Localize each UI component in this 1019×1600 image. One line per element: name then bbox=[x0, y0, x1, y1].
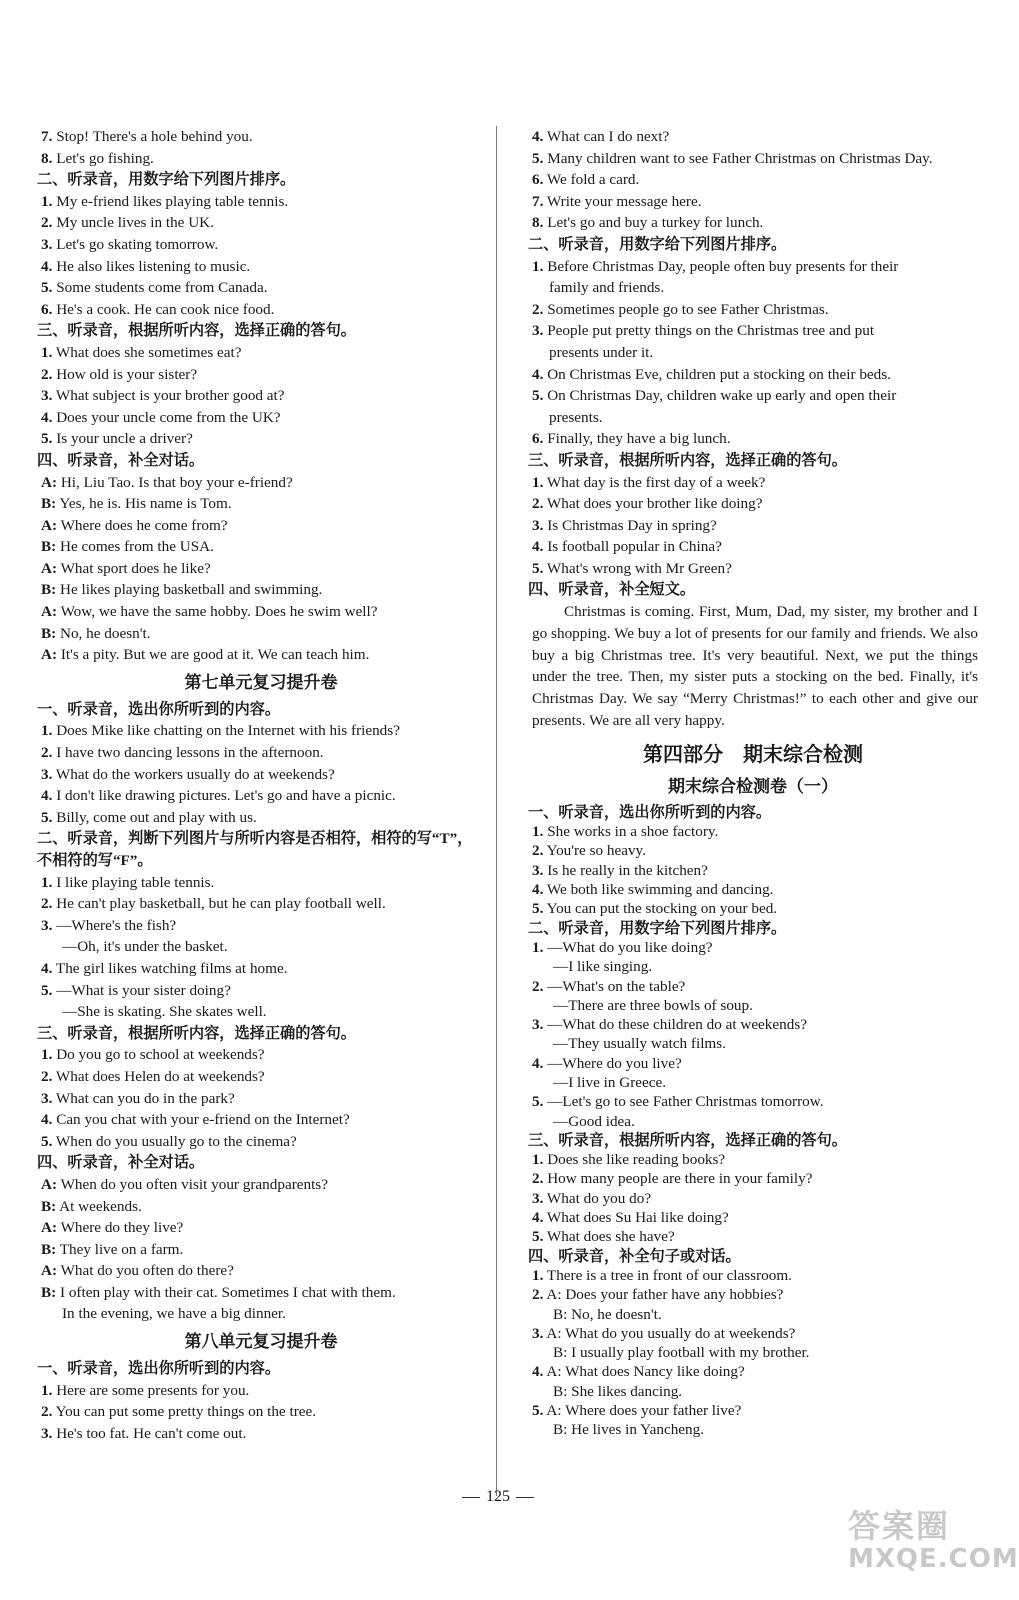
list-item: 2. How many people are there in your family? bbox=[532, 1170, 813, 1188]
unit-title: 第七单元复习提升卷 bbox=[184, 672, 338, 693]
list-item-cont: B: No, he doesn't. bbox=[553, 1305, 662, 1323]
list-item-cont: B: I usually play football with my brother. bbox=[553, 1344, 810, 1362]
section-heading: 四、听录音，补全短文。 bbox=[528, 581, 696, 599]
list-item-cont: presents under it. bbox=[549, 343, 654, 361]
list-item: 7. Write your message here. bbox=[532, 192, 702, 210]
list-item: 4. —Where do you live? bbox=[532, 1054, 682, 1072]
list-item: 4. We both like swimming and dancing. bbox=[532, 881, 774, 899]
dialogue-line: B: I often play with their cat. Sometimes I chat with them. bbox=[41, 1283, 396, 1301]
dialogue-line: B: He likes playing basketball and swimming. bbox=[41, 581, 323, 599]
column-divider bbox=[496, 126, 497, 1496]
part-title: 第四部分 期末综合检测 bbox=[643, 741, 863, 766]
list-item-cont: —There are three bowls of soup. bbox=[553, 996, 753, 1014]
section-heading: 三、听录音，根据所听内容，选择正确的答句。 bbox=[37, 1024, 356, 1042]
dialogue-line: B: Yes, he is. His name is Tom. bbox=[41, 495, 232, 513]
dialogue-line: A: What sport does he like? bbox=[41, 559, 211, 577]
right-column bbox=[528, 126, 978, 1440]
list-item: 4. A: What does Nancy like doing? bbox=[532, 1363, 745, 1381]
section-heading: 三、听录音，根据所听内容，选择正确的答句。 bbox=[528, 1131, 847, 1149]
list-item: 4. Does your uncle come from the UK? bbox=[41, 408, 281, 426]
dialogue-line: A: Where do they live? bbox=[41, 1219, 184, 1237]
list-item: 2. I have two dancing lessons in the afternoon. bbox=[41, 744, 324, 762]
section-heading: 二、听录音，判断下列图片与所听内容是否相符，相符的写“T”， bbox=[37, 830, 473, 848]
list-item-cont: —I live in Greece. bbox=[553, 1074, 667, 1091]
list-item: 5. A: Where does your father live? bbox=[532, 1402, 742, 1420]
list-item: 3. What do you do? bbox=[532, 1189, 652, 1207]
list-item-cont: B: He lives in Yancheng. bbox=[553, 1421, 705, 1439]
list-item-cont: family and friends. bbox=[549, 279, 665, 297]
list-item: 1. What does she sometimes eat? bbox=[41, 343, 242, 361]
list-item: 1. She works in a shoe factory. bbox=[532, 823, 719, 841]
list-item-cont: —Oh, it's under the basket. bbox=[62, 938, 228, 956]
list-item: 2. What does your brother like doing? bbox=[532, 495, 763, 513]
list-item: 2. What does Helen do at weekends? bbox=[41, 1067, 265, 1085]
list-item: 4. I don't like drawing pictures. Let's go and have a picnic. bbox=[41, 787, 396, 805]
section-heading: 一、听录音，选出你所听到的内容。 bbox=[528, 803, 771, 821]
dialogue-line: A: It's a pity. But we are good at it. We can teach him. bbox=[41, 646, 370, 664]
list-item: 2. You can put some pretty things on the tree. bbox=[41, 1403, 317, 1421]
section-heading-cont: 不相符的写“F”。 bbox=[37, 852, 153, 869]
list-item: 1. Does Mike like chatting on the Internet with his friends? bbox=[41, 722, 400, 740]
section-heading: 一、听录音，选出你所听到的内容。 bbox=[37, 700, 280, 718]
list-item: 8. Let's go fishing. bbox=[41, 149, 154, 167]
list-item: 6. We fold a card. bbox=[532, 171, 640, 189]
list-item: 2. You're so heavy. bbox=[532, 842, 646, 860]
list-item: 1. My e-friend likes playing table tennis. bbox=[41, 192, 289, 210]
section-heading: 四、听录音，补全对话。 bbox=[37, 1154, 205, 1172]
list-item: 3. What do the workers usually do at weekends? bbox=[41, 765, 335, 783]
section-heading: 一、听录音，选出你所听到的内容。 bbox=[37, 1360, 280, 1378]
list-item: 4. Is football popular in China? bbox=[532, 538, 722, 556]
list-item: 1. What day is the first day of a week? bbox=[532, 473, 766, 491]
list-item: 5. When do you usually go to the cinema? bbox=[41, 1132, 297, 1150]
watermark-top: 答案圈 bbox=[848, 1507, 951, 1545]
list-item: 3. A: What do you usually do at weekends? bbox=[532, 1324, 796, 1342]
list-item: 6. He's a cook. He can cook nice food. bbox=[41, 300, 275, 318]
list-item: 1. Does she like reading books? bbox=[532, 1151, 726, 1169]
intro-items bbox=[37, 126, 485, 169]
list-item: 1. —What do you like doing? bbox=[532, 938, 713, 956]
list-item-cont: presents. bbox=[549, 408, 603, 426]
list-item: 3. Is Christmas Day in spring? bbox=[532, 516, 717, 534]
list-item: 2. A: Does your father have any hobbies? bbox=[532, 1286, 784, 1304]
list-item: 5. Many children want to see Father Christmas on Christmas Day. bbox=[532, 149, 933, 167]
section-heading: 二、听录音，用数字给下列图片排序。 bbox=[528, 919, 787, 937]
list-item: 3. People put pretty things on the Christmas tree and put bbox=[532, 322, 875, 340]
list-item: 8. Let's go and buy a turkey for lunch. bbox=[532, 214, 764, 232]
list-item: 3. He's too fat. He can't come out. bbox=[41, 1424, 247, 1442]
list-item: 5. On Christmas Day, children wake up early and open their bbox=[532, 387, 897, 405]
section-heading: 三、听录音，根据所听内容，选择正确的答句。 bbox=[528, 451, 847, 469]
list-item: 3. What subject is your brother good at? bbox=[41, 387, 285, 405]
dialogue-line: B: They live on a farm. bbox=[41, 1240, 184, 1258]
dialogue-line: A: Hi, Liu Tao. Is that boy your e-friend? bbox=[41, 473, 293, 491]
dialogue-line-cont: In the evening, we have a big dinner. bbox=[62, 1305, 286, 1323]
section-heading: 二、听录音，用数字给下列图片排序。 bbox=[528, 235, 787, 253]
list-item: 4. Can you chat with your e-friend on the Internet? bbox=[41, 1111, 350, 1129]
test-title: 期末综合检测卷（一） bbox=[668, 776, 838, 797]
list-item-cont: —I like singing. bbox=[553, 958, 653, 976]
page-number-dash-right bbox=[516, 1497, 534, 1498]
list-item-cont: B: She likes dancing. bbox=[553, 1382, 683, 1400]
list-item: 3. —Where's the fish? bbox=[41, 916, 177, 934]
watermark-logo bbox=[848, 1507, 1019, 1592]
list-item: 1. Here are some presents for you. bbox=[41, 1381, 250, 1399]
final-test-body bbox=[528, 803, 978, 1440]
list-item: 7. Stop! There's a hole behind you. bbox=[41, 128, 253, 145]
page-number-dash-left bbox=[462, 1497, 480, 1498]
list-item: 5. Is your uncle a driver? bbox=[41, 430, 193, 448]
list-item: 4. He also likes listening to music. bbox=[41, 257, 251, 275]
dialogue-line: A: Wow, we have the same hobby. Does he swim well? bbox=[41, 603, 378, 621]
list-item-cont: —Good idea. bbox=[553, 1112, 635, 1130]
list-item: 1. Before Christmas Day, people often buy presents for their bbox=[532, 257, 899, 275]
list-item: 5. What's wrong with Mr Green? bbox=[532, 559, 732, 577]
dialogue-line: A: What do you often do there? bbox=[41, 1262, 234, 1280]
list-item: 4. On Christmas Eve, children put a stocking on their beds. bbox=[532, 365, 891, 383]
list-item: 4. What can I do next? bbox=[532, 128, 670, 145]
left-column bbox=[37, 126, 485, 1444]
list-item: 2. How old is your sister? bbox=[41, 365, 198, 383]
list-item: 2. He can't play basketball, but he can play football well. bbox=[41, 895, 386, 913]
dialogue-line: A: Where does he come from? bbox=[41, 516, 228, 534]
list-item: 1. There is a tree in front of our classroom. bbox=[532, 1266, 792, 1284]
list-item: 5. —What is your sister doing? bbox=[41, 981, 231, 999]
section-heading: 二、听录音，用数字给下列图片排序。 bbox=[37, 171, 296, 189]
section-heading: 四、听录音，补全句子或对话。 bbox=[528, 1247, 741, 1265]
dialogue-line: A: When do you often visit your grandparents? bbox=[41, 1175, 328, 1193]
list-item: 5. —Let's go to see Father Christmas tomorrow. bbox=[532, 1093, 824, 1111]
cloze-paragraph: Christmas is coming. First, Mum, Dad, my sister, my brother and I go shopping. We buy a lot of presents for our family and friends. We also buy a big Christmas tree. It's very beautiful. Next, we put the things under the tree. Then, my sister puts a stocking on the bed. Finally, it's Christmas Day. We say “Merry Christmas!” to each other and give our presents. We are all very happy. bbox=[532, 603, 978, 730]
list-item: 5. You can put the stocking on your bed. bbox=[532, 900, 778, 918]
list-item: 5. Some students come from Canada. bbox=[41, 279, 268, 297]
list-item: 5. What does she have? bbox=[532, 1228, 675, 1246]
list-item: 3. Is he really in the kitchen? bbox=[532, 861, 708, 879]
section-heading: 四、听录音，补全对话。 bbox=[37, 451, 205, 469]
list-item: 2. My uncle lives in the UK. bbox=[41, 214, 214, 232]
unit-title: 第八单元复习提升卷 bbox=[184, 1332, 338, 1353]
dialogue-line: B: He comes from the USA. bbox=[41, 538, 214, 556]
list-item: 3. —What do these children do at weekends? bbox=[532, 1016, 807, 1034]
list-item-cont: —She is skating. She skates well. bbox=[62, 1003, 267, 1021]
watermark-bottom: MXQE.COM bbox=[848, 1544, 1019, 1574]
list-item: 4. What does Su Hai like doing? bbox=[532, 1209, 729, 1227]
list-item: 3. Let's go skating tomorrow. bbox=[41, 235, 219, 253]
list-item: 2. Sometimes people go to see Father Christmas. bbox=[532, 300, 829, 318]
list-item: 1. I like playing table tennis. bbox=[41, 873, 215, 891]
list-item-cont: —They usually watch films. bbox=[553, 1035, 726, 1053]
list-item: 1. Do you go to school at weekends? bbox=[41, 1046, 265, 1064]
section-heading: 三、听录音，根据所听内容，选择正确的答句。 bbox=[37, 322, 356, 340]
page-number: 125 bbox=[450, 1488, 546, 1506]
list-item: 3. What can you do in the park? bbox=[41, 1089, 235, 1107]
dialogue-line: B: No, he doesn't. bbox=[41, 624, 151, 642]
list-item: 2. —What's on the table? bbox=[532, 977, 686, 995]
list-item: 6. Finally, they have a big lunch. bbox=[532, 430, 731, 448]
dialogue-line: B: At weekends. bbox=[41, 1197, 142, 1215]
list-item: 5. Billy, come out and play with us. bbox=[41, 808, 257, 826]
list-item: 4. The girl likes watching films at home. bbox=[41, 959, 288, 977]
